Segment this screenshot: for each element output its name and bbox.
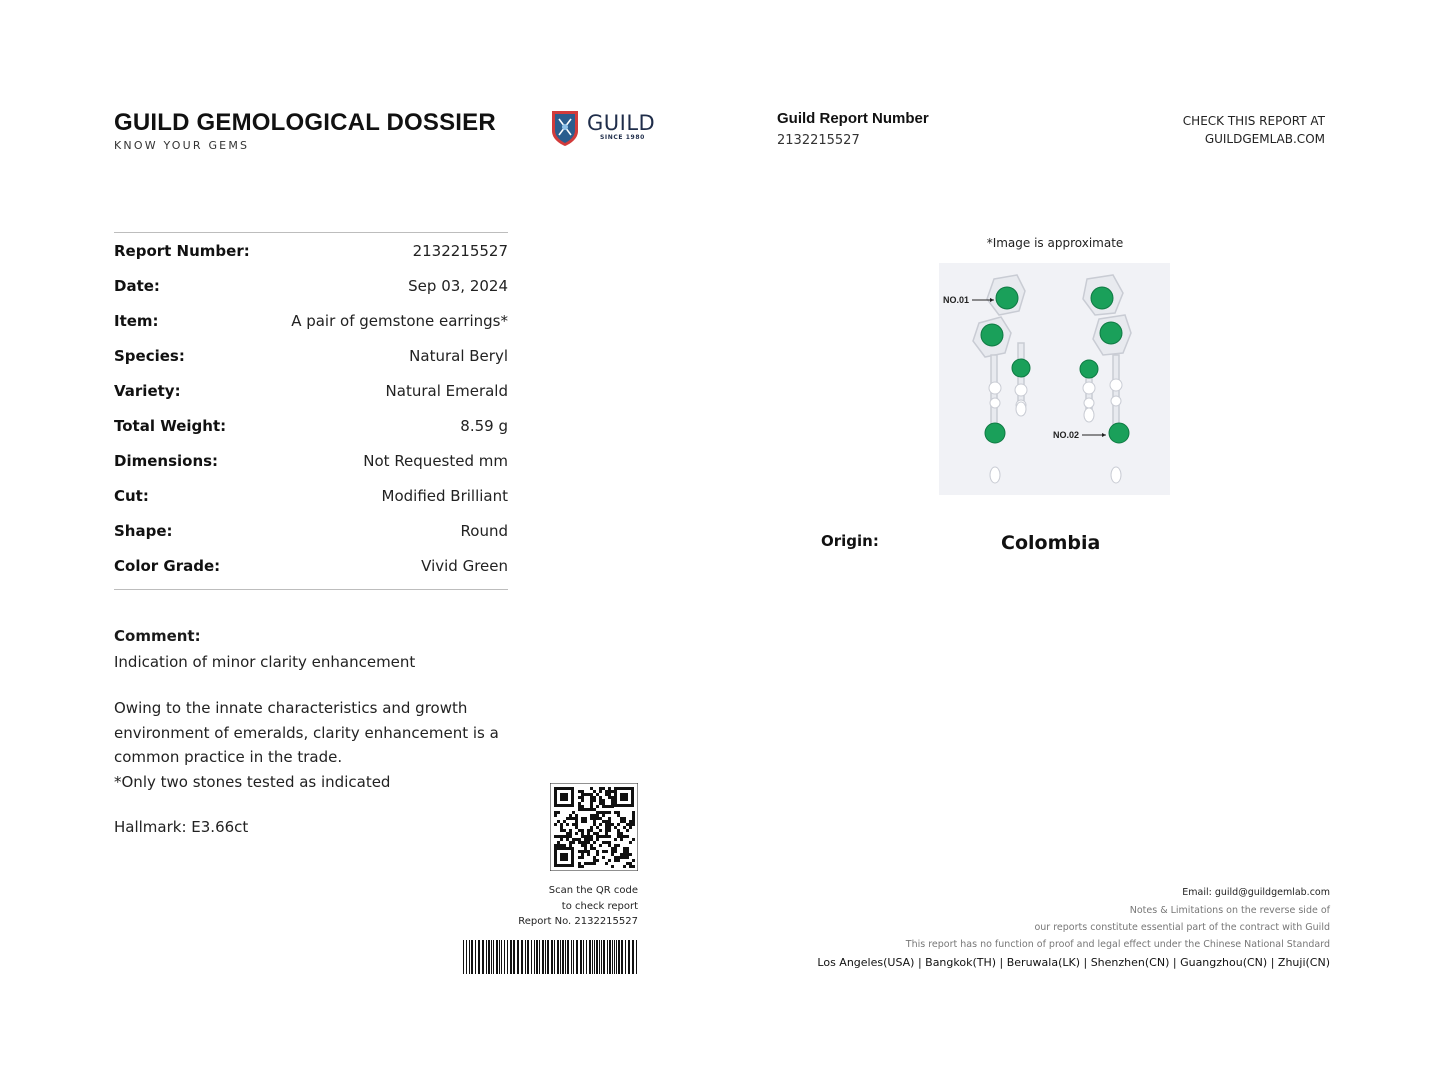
detail-label: Report Number: [114, 242, 250, 260]
comment-heading: Comment: [114, 627, 201, 645]
footer-email[interactable]: Email: guild@guildgemlab.com [1182, 887, 1330, 898]
hallmark: Hallmark: E3.66ct [114, 818, 249, 836]
detail-value: Sep 03, 2024 [408, 277, 508, 295]
check-line-2[interactable]: GUILDGEMLAB.COM [1204, 132, 1325, 146]
detail-value: 8.59 g [460, 417, 508, 435]
check-report-note [1183, 112, 1325, 148]
detail-row [114, 277, 508, 303]
qr-caption-line: Scan the QR code [548, 885, 638, 896]
detail-label: Total Weight: [114, 417, 227, 435]
tagline: KNOW YOUR GEMS [114, 139, 250, 152]
footer-notes-2: our reports constitute essential part of the contract with Guild [1034, 922, 1330, 933]
comment-para-line: Owing to the innate characteristics and growth [114, 699, 468, 717]
detail-row [114, 452, 508, 478]
emerald [1109, 423, 1129, 443]
footer-notes-1: Notes & Limitations on the reverse side of [1129, 905, 1330, 916]
earrings-photo [939, 263, 1170, 495]
detail-value: 2132215527 [412, 242, 508, 260]
detail-label: Species: [114, 347, 185, 365]
detail-value: A pair of gemstone earrings* [291, 312, 508, 330]
emerald [1080, 360, 1098, 378]
stone-arrow-2-head [1102, 433, 1106, 437]
detail-row [114, 312, 508, 338]
image-note: *Image is approximate [986, 236, 1124, 250]
comment-line: Indication of minor clarity enhancement [114, 653, 416, 671]
emerald [1091, 287, 1113, 309]
detail-label: Variety: [114, 382, 181, 400]
detail-row [114, 382, 508, 408]
detail-value: Round [460, 522, 508, 540]
comment-para-line: environment of emeralds, clarity enhancement is a [114, 723, 499, 742]
guild-shield-logo [550, 109, 580, 147]
detail-row [114, 557, 508, 583]
guild-logo-since: SINCE 1980 [600, 134, 645, 141]
dossier-title: GUILD GEMOLOGICAL DOSSIER [114, 109, 496, 136]
stone-label-2: NO.02 [1053, 430, 1080, 440]
detail-label: Color Grade: [114, 557, 221, 575]
detail-value: Natural Emerald [385, 382, 508, 400]
detail-row [114, 487, 508, 513]
emerald [996, 287, 1018, 309]
detail-value: Natural Beryl [409, 347, 508, 365]
emerald [981, 324, 1003, 346]
detail-row [114, 242, 508, 268]
emerald [1100, 322, 1122, 344]
detail-label: Date: [114, 277, 160, 295]
comment-paragraph [114, 696, 514, 794]
detail-value: Vivid Green [421, 557, 508, 575]
detail-row [114, 522, 508, 548]
qr-caption-line: Report No. 2132215527 [518, 916, 638, 927]
detail-row [114, 347, 508, 373]
detail-label: Dimensions: [114, 452, 219, 470]
stone-label-1: NO.01 [943, 295, 970, 305]
detail-row [114, 417, 508, 443]
guild-logo-text: GUILD [587, 111, 656, 135]
check-line-1: CHECK THIS REPORT AT [1182, 114, 1325, 128]
qr-caption-line: to check report [561, 900, 638, 912]
top-divider [114, 232, 508, 233]
qr-code[interactable] [550, 783, 638, 871]
origin-label: Origin: [821, 532, 879, 550]
detail-value: Not Requested mm [363, 452, 508, 470]
qr-caption [500, 883, 638, 930]
emerald [985, 423, 1005, 443]
origin-value: Colombia [1001, 532, 1101, 554]
bottom-divider [114, 589, 508, 590]
detail-value: Modified Brilliant [381, 487, 508, 505]
detail-label: Item: [114, 312, 159, 330]
barcode [463, 940, 639, 974]
report-number-title: Guild Report Number [777, 110, 929, 127]
footer-locations: Los Angeles(USA) | Bangkok(TH) | Beruwala(LK) | Shenzhen(CN) | Guangzhou(CN) | Zhuji(CN) [817, 956, 1330, 969]
comment-para-line: *Only two stones tested as indicated [114, 772, 391, 791]
detail-label: Cut: [114, 487, 149, 505]
earrings-illustration [939, 263, 1170, 495]
emerald [1012, 359, 1030, 377]
comment-para-line: common practice in the trade. [114, 748, 343, 766]
report-number-value: 2132215527 [777, 133, 860, 148]
footer-notes-3: This report has no function of proof and legal effect under the Chinese National Standard [905, 939, 1330, 950]
detail-label: Shape: [114, 522, 173, 540]
